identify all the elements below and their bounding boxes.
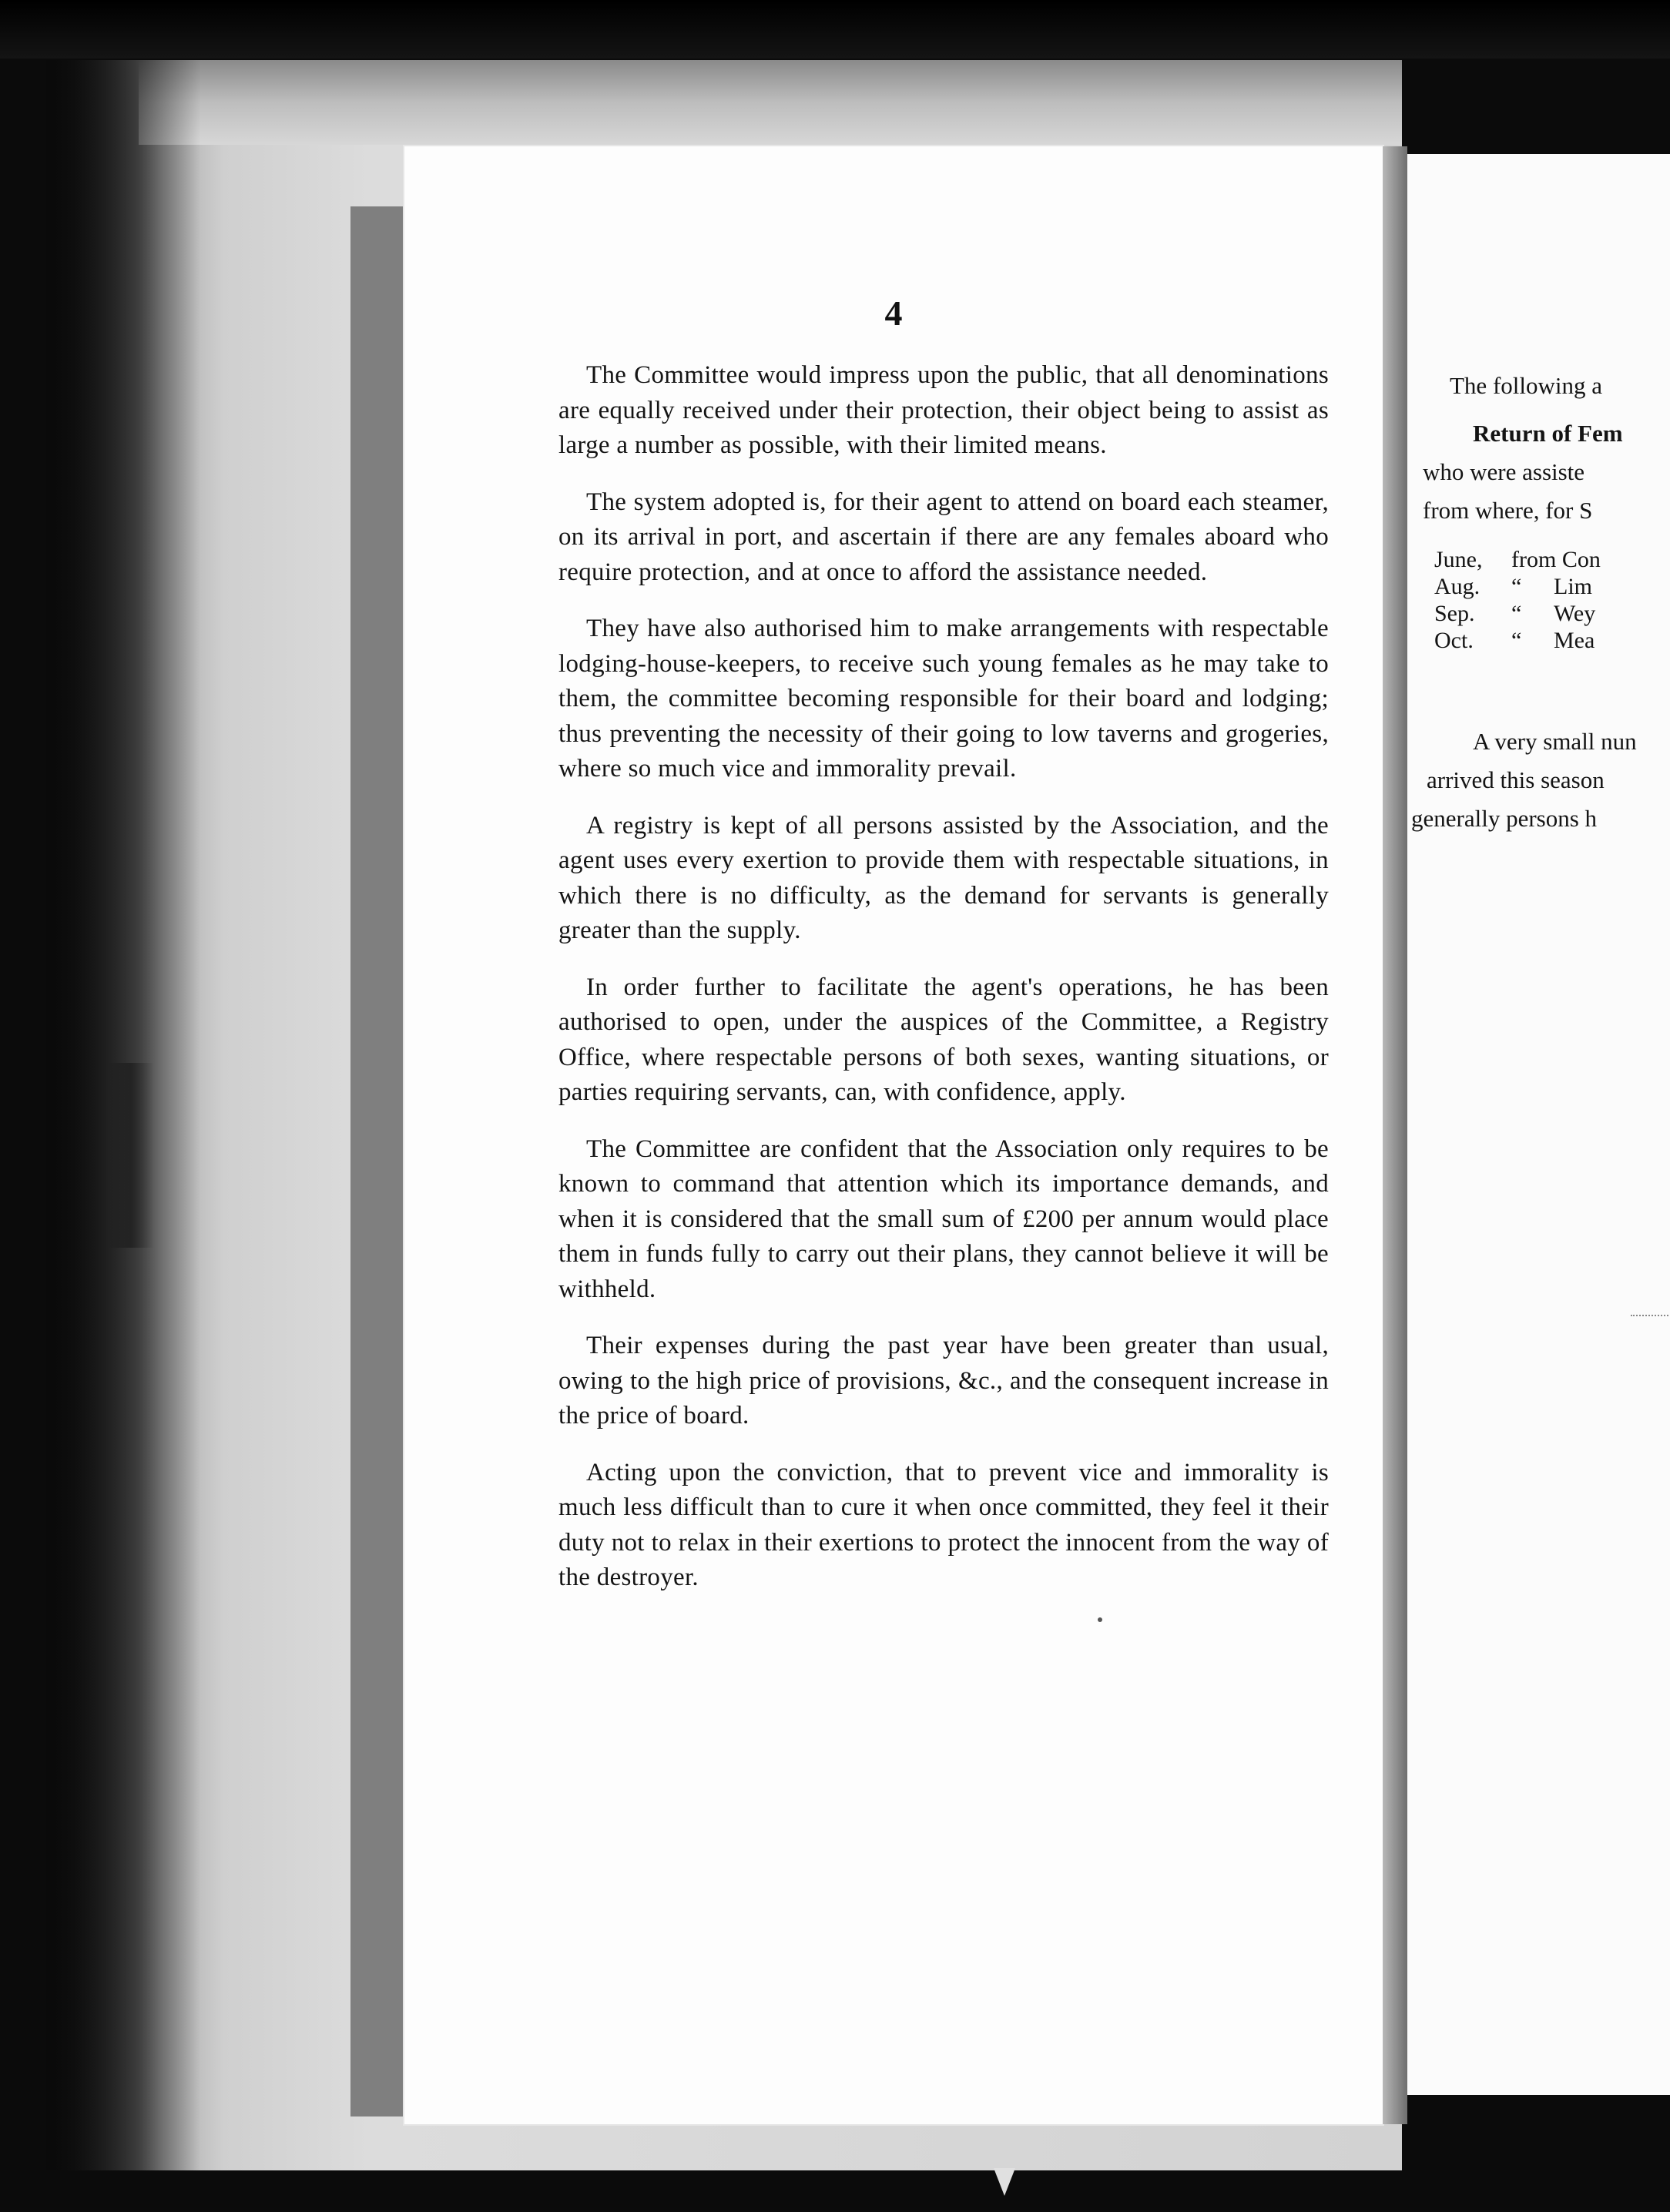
table-month: Oct. — [1434, 628, 1474, 653]
right-note-line-1: A very small nun — [1473, 728, 1637, 755]
right-heading: Return of Fem — [1473, 420, 1623, 447]
table-place: Con — [1561, 547, 1601, 572]
ink-speck — [1098, 1617, 1102, 1622]
paragraph-system: The system adopted is, for their agent to attend on board each steamer, on its arrival in port, and ascertain if there are any females aboard who require protection, and at once to afford the assistance needed. — [558, 488, 1329, 586]
paragraph-denominations: The Committee would impress upon the public, that all denominations are equally received under their protection, their object being to assist as large a number as possible, with their limited means. — [558, 361, 1329, 459]
table-place: Mea — [1554, 628, 1595, 653]
table-ditto: “ — [1511, 628, 1522, 653]
paragraph-expenses: Their expenses during the past year have been greater than usual, owing to the high price of provisions, &c., and the consequent increase in the price of board. — [558, 1332, 1329, 1429]
table-month: Sep. — [1434, 601, 1475, 626]
right-line-3: from where, for S — [1423, 497, 1593, 524]
right-note-line-3: generally persons h — [1411, 805, 1598, 832]
table-from: from — [1511, 547, 1557, 572]
scan-marker — [994, 2168, 1015, 2196]
page-number: 4 — [884, 293, 903, 333]
left-page — [404, 146, 1383, 2124]
right-note-line-2: arrived this season — [1427, 766, 1605, 793]
table-row — [1434, 628, 1595, 654]
table-month: June, — [1434, 547, 1483, 572]
table-place: Lim — [1554, 574, 1592, 599]
dotted-rule — [1631, 1315, 1670, 1316]
right-page — [1407, 154, 1670, 2095]
paragraph-funds: The Committee are confident that the Association only requires to be known to command that attention which its importance demands, and when it is considered that the small sum of £200 per annum would place them in funds fully to carry out their plans, they cannot believe it will be withheld. — [558, 1134, 1329, 1303]
table-month: Aug. — [1434, 574, 1481, 599]
table-ditto: “ — [1511, 574, 1522, 599]
page-gutter — [1383, 146, 1407, 2124]
paragraph-conviction: Acting upon the conviction, that to prevent vice and immorality is much less difficult than to cure it when once committed, they feel it their duty not to relax in their exertions to protect the innocent from the way of the destroyer. — [558, 1458, 1329, 1591]
table-ditto: “ — [1511, 601, 1522, 626]
paragraph-registry-office: In order further to facilitate the agent's operations, he has been authorised to open, under the auspices of the Committee, a Registry Office, where respectable persons of both sexes, wanting situations, or parties requiring servants, can, with confidence, apply. — [558, 973, 1329, 1106]
table-place: Wey — [1554, 601, 1596, 626]
page-crease — [108, 1063, 154, 1248]
table-row — [1434, 601, 1595, 627]
right-line-2: who were assiste — [1423, 458, 1585, 485]
paragraph-lodging: They have also authorised him to make arrangements with respectable lodging-house-keepers, to receive such young females as he may take to them, the committee becoming responsible for their board and lodging; thus preventing the necessity of their going to low taverns and grogeries, where so much vice and immorality prevail. — [558, 615, 1329, 783]
paragraph-registry: A registry is kept of all persons assisted by the Association, and the agent uses every exertion to provide them with respectable situations, in which there is no difficulty, as the demand for servants is generally greater than the supply. — [558, 811, 1329, 944]
torn-top-margin — [139, 60, 1402, 145]
body-text — [558, 358, 1329, 1617]
table-row — [1434, 574, 1592, 600]
scan-top-edge — [0, 0, 1670, 59]
table-row — [1434, 547, 1601, 573]
right-intro-line: The following a — [1450, 372, 1603, 399]
